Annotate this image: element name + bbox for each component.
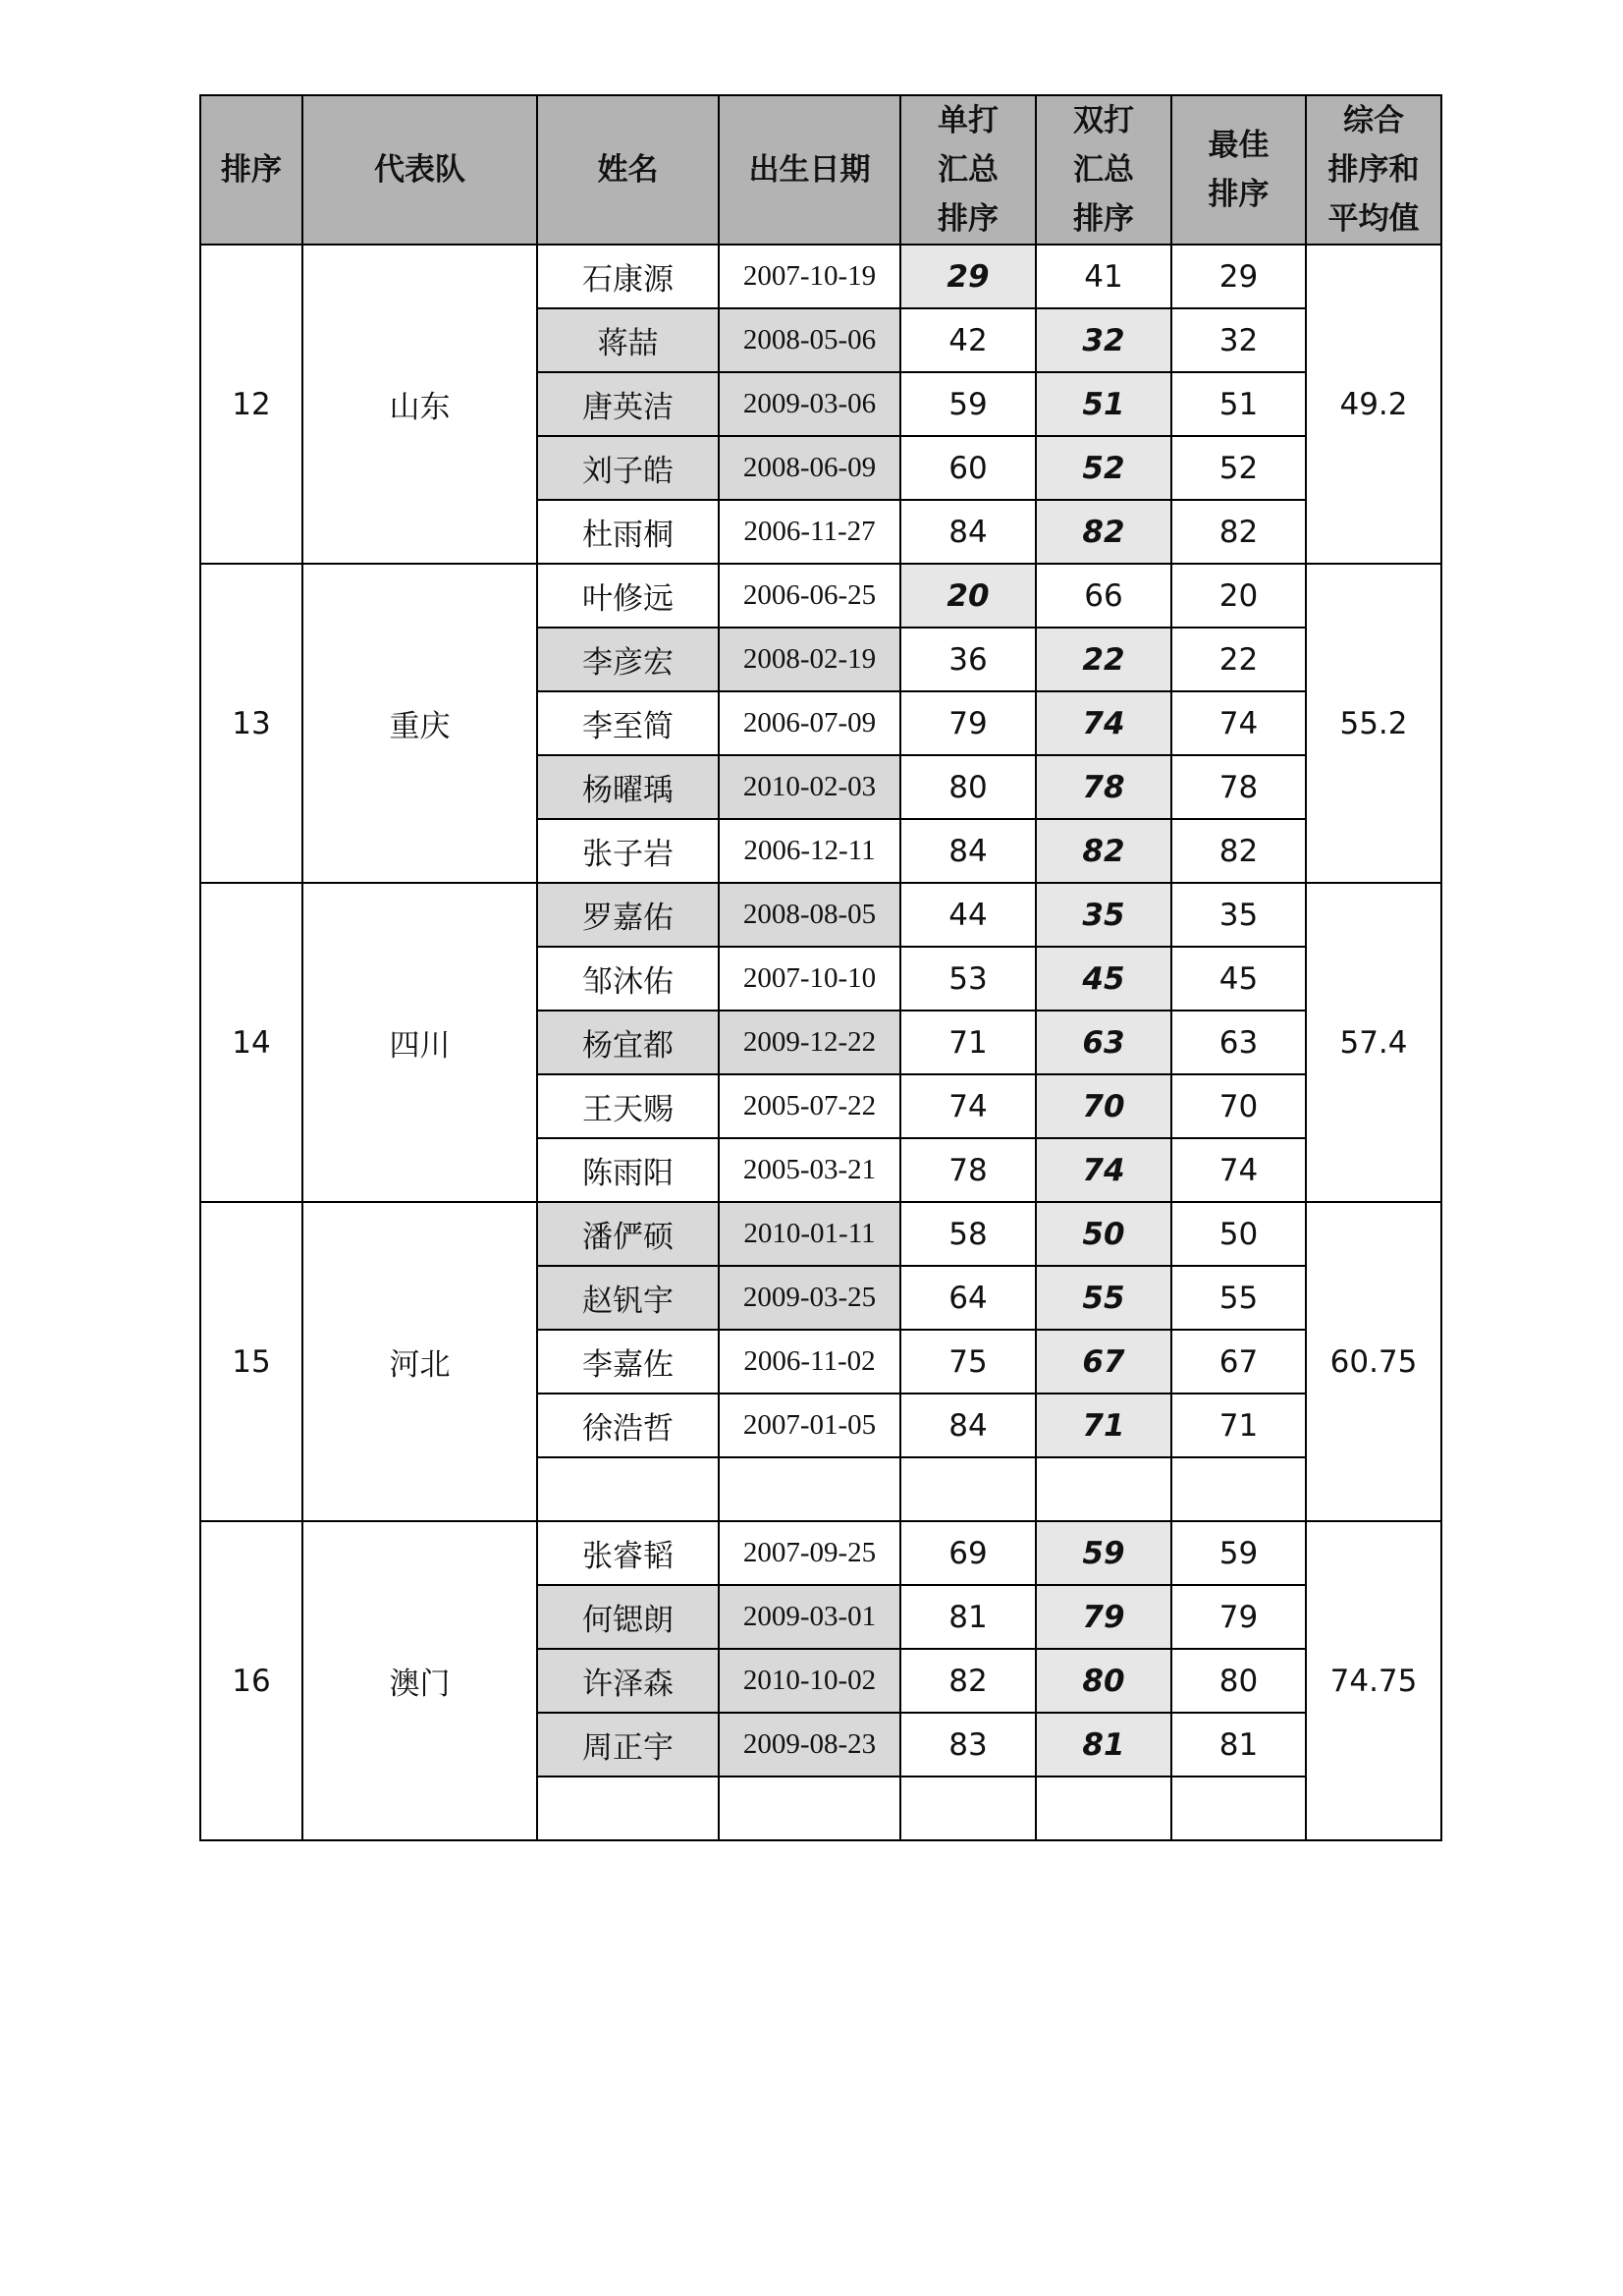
best-rank: 45 (1171, 947, 1306, 1011)
player-name: 杨宜都 (537, 1011, 719, 1074)
player-dob: 2006-11-27 (719, 500, 900, 564)
singles-rank: 80 (900, 755, 1036, 819)
singles-rank: 82 (900, 1649, 1036, 1713)
player-dob: 2007-09-25 (719, 1521, 900, 1585)
player-name: 张睿韬 (537, 1521, 719, 1585)
team-average: 60.75 (1306, 1202, 1441, 1521)
best-rank: 52 (1171, 436, 1306, 500)
team-name: 四川 (302, 883, 537, 1202)
player-dob: 2009-12-22 (719, 1011, 900, 1074)
best-rank: 71 (1171, 1394, 1306, 1457)
singles-rank: 81 (900, 1585, 1036, 1649)
team-rank: 15 (200, 1202, 302, 1521)
doubles-rank: 66 (1036, 564, 1171, 628)
player-name: 徐浩哲 (537, 1394, 719, 1457)
singles-rank: 69 (900, 1521, 1036, 1585)
best-rank: 82 (1171, 819, 1306, 883)
singles-rank: 74 (900, 1074, 1036, 1138)
team-rank: 12 (200, 245, 302, 564)
player-name: 罗嘉佑 (537, 883, 719, 947)
team-average: 74.75 (1306, 1521, 1441, 1840)
table-row (200, 564, 1441, 628)
player-dob: 2007-10-10 (719, 947, 900, 1011)
doubles-rank: 51 (1036, 372, 1171, 436)
ranking-table (199, 94, 1442, 1841)
player-name: 李至简 (537, 691, 719, 755)
header-dob: 出生日期 (719, 95, 900, 245)
header-doubles-line-3: 排序 (1073, 201, 1134, 237)
player-name: 叶修远 (537, 564, 719, 628)
team-average: 49.2 (1306, 245, 1441, 564)
singles-rank: 42 (900, 308, 1036, 372)
player-name: 许泽森 (537, 1649, 719, 1713)
header-best (1171, 95, 1306, 245)
table-row (200, 1202, 1441, 1266)
header-overall-line-3: 平均值 (1327, 201, 1420, 237)
header-overall (1306, 95, 1441, 245)
doubles-rank: 63 (1036, 1011, 1171, 1074)
header-overall-line-2: 排序和 (1327, 152, 1420, 188)
player-dob: 2008-02-19 (719, 628, 900, 691)
player-dob: 2007-10-19 (719, 245, 900, 308)
doubles-rank: 79 (1036, 1585, 1171, 1649)
header-singles-line-1: 单打 (938, 103, 999, 138)
header-singles (900, 95, 1036, 245)
doubles-rank: 32 (1036, 308, 1171, 372)
singles-rank: 71 (900, 1011, 1036, 1074)
player-dob: 2009-08-23 (719, 1713, 900, 1777)
doubles-rank: 59 (1036, 1521, 1171, 1585)
player-dob: 2008-06-09 (719, 436, 900, 500)
player-name: 周正宇 (537, 1713, 719, 1777)
team-average: 55.2 (1306, 564, 1441, 883)
best-rank: 74 (1171, 1138, 1306, 1202)
best-rank: 29 (1171, 245, 1306, 308)
player-name: 杜雨桐 (537, 500, 719, 564)
doubles-rank: 35 (1036, 883, 1171, 947)
player-dob (719, 1457, 900, 1521)
singles-rank: 44 (900, 883, 1036, 947)
header-row (200, 95, 1441, 245)
player-dob: 2009-03-06 (719, 372, 900, 436)
player-name: 王天赐 (537, 1074, 719, 1138)
player-dob: 2009-03-25 (719, 1266, 900, 1330)
singles-rank: 78 (900, 1138, 1036, 1202)
team-name: 澳门 (302, 1521, 537, 1840)
header-name: 姓名 (537, 95, 719, 245)
doubles-rank: 81 (1036, 1713, 1171, 1777)
doubles-rank: 41 (1036, 245, 1171, 308)
best-rank: 79 (1171, 1585, 1306, 1649)
player-name: 李彦宏 (537, 628, 719, 691)
best-rank: 63 (1171, 1011, 1306, 1074)
player-name (537, 1777, 719, 1840)
doubles-rank: 71 (1036, 1394, 1171, 1457)
player-dob: 2008-08-05 (719, 883, 900, 947)
doubles-rank: 45 (1036, 947, 1171, 1011)
best-rank: 20 (1171, 564, 1306, 628)
singles-rank: 84 (900, 1394, 1036, 1457)
team-rank: 14 (200, 883, 302, 1202)
best-rank: 51 (1171, 372, 1306, 436)
player-dob: 2006-11-02 (719, 1330, 900, 1394)
header-overall-line-1: 综合 (1343, 103, 1404, 138)
singles-rank: 59 (900, 372, 1036, 436)
player-dob: 2005-03-21 (719, 1138, 900, 1202)
table-row (200, 1521, 1441, 1585)
player-name: 李嘉佐 (537, 1330, 719, 1394)
best-rank: 67 (1171, 1330, 1306, 1394)
doubles-rank: 22 (1036, 628, 1171, 691)
table-row (200, 245, 1441, 308)
player-name: 杨曜瑀 (537, 755, 719, 819)
team-name: 重庆 (302, 564, 537, 883)
best-rank: 59 (1171, 1521, 1306, 1585)
player-dob (719, 1777, 900, 1840)
singles-rank: 79 (900, 691, 1036, 755)
player-dob: 2005-07-22 (719, 1074, 900, 1138)
doubles-rank: 67 (1036, 1330, 1171, 1394)
best-rank (1171, 1457, 1306, 1521)
best-rank: 35 (1171, 883, 1306, 947)
best-rank: 55 (1171, 1266, 1306, 1330)
singles-rank: 58 (900, 1202, 1036, 1266)
singles-rank: 60 (900, 436, 1036, 500)
singles-rank: 83 (900, 1713, 1036, 1777)
singles-rank: 84 (900, 500, 1036, 564)
doubles-rank: 78 (1036, 755, 1171, 819)
singles-rank: 36 (900, 628, 1036, 691)
header-doubles-line-2: 汇总 (1073, 152, 1134, 188)
doubles-rank: 70 (1036, 1074, 1171, 1138)
team-average: 57.4 (1306, 883, 1441, 1202)
player-name: 赵钒宇 (537, 1266, 719, 1330)
best-rank: 70 (1171, 1074, 1306, 1138)
team-name: 河北 (302, 1202, 537, 1521)
doubles-rank: 74 (1036, 691, 1171, 755)
header-doubles-line-1: 双打 (1073, 103, 1134, 138)
player-dob: 2009-03-01 (719, 1585, 900, 1649)
singles-rank (900, 1777, 1036, 1840)
singles-rank: 84 (900, 819, 1036, 883)
doubles-rank: 74 (1036, 1138, 1171, 1202)
doubles-rank (1036, 1457, 1171, 1521)
player-dob: 2007-01-05 (719, 1394, 900, 1457)
player-name: 唐英洁 (537, 372, 719, 436)
doubles-rank: 55 (1036, 1266, 1171, 1330)
header-rank: 排序 (200, 95, 302, 245)
player-name: 张子岩 (537, 819, 719, 883)
best-rank: 22 (1171, 628, 1306, 691)
player-dob: 2010-01-11 (719, 1202, 900, 1266)
header-singles-line-2: 汇总 (938, 152, 999, 188)
header-best-line-1: 最佳 (1208, 128, 1270, 163)
singles-rank: 64 (900, 1266, 1036, 1330)
header-best-line-2: 排序 (1208, 177, 1270, 212)
team-rank: 16 (200, 1521, 302, 1840)
singles-rank (900, 1457, 1036, 1521)
singles-rank: 20 (900, 564, 1036, 628)
best-rank: 50 (1171, 1202, 1306, 1266)
header-team: 代表队 (302, 95, 537, 245)
singles-rank: 53 (900, 947, 1036, 1011)
player-name: 刘子皓 (537, 436, 719, 500)
best-rank: 81 (1171, 1713, 1306, 1777)
player-dob: 2010-10-02 (719, 1649, 900, 1713)
doubles-rank: 50 (1036, 1202, 1171, 1266)
player-dob: 2010-02-03 (719, 755, 900, 819)
player-name: 邹沐佑 (537, 947, 719, 1011)
best-rank: 78 (1171, 755, 1306, 819)
header-singles-line-3: 排序 (938, 201, 999, 237)
doubles-rank: 52 (1036, 436, 1171, 500)
doubles-rank: 82 (1036, 819, 1171, 883)
player-name: 蒋喆 (537, 308, 719, 372)
singles-rank: 75 (900, 1330, 1036, 1394)
player-dob: 2008-05-06 (719, 308, 900, 372)
player-name: 石康源 (537, 245, 719, 308)
player-name: 何锶朗 (537, 1585, 719, 1649)
table-row (200, 883, 1441, 947)
team-rank: 13 (200, 564, 302, 883)
header-doubles (1036, 95, 1171, 245)
player-dob: 2006-07-09 (719, 691, 900, 755)
best-rank: 74 (1171, 691, 1306, 755)
player-dob: 2006-06-25 (719, 564, 900, 628)
best-rank: 82 (1171, 500, 1306, 564)
best-rank: 80 (1171, 1649, 1306, 1713)
player-dob: 2006-12-11 (719, 819, 900, 883)
player-name: 潘俨硕 (537, 1202, 719, 1266)
best-rank (1171, 1777, 1306, 1840)
singles-rank: 29 (900, 245, 1036, 308)
doubles-rank: 80 (1036, 1649, 1171, 1713)
team-name: 山东 (302, 245, 537, 564)
doubles-rank: 82 (1036, 500, 1171, 564)
doubles-rank (1036, 1777, 1171, 1840)
best-rank: 32 (1171, 308, 1306, 372)
player-name: 陈雨阳 (537, 1138, 719, 1202)
player-name (537, 1457, 719, 1521)
